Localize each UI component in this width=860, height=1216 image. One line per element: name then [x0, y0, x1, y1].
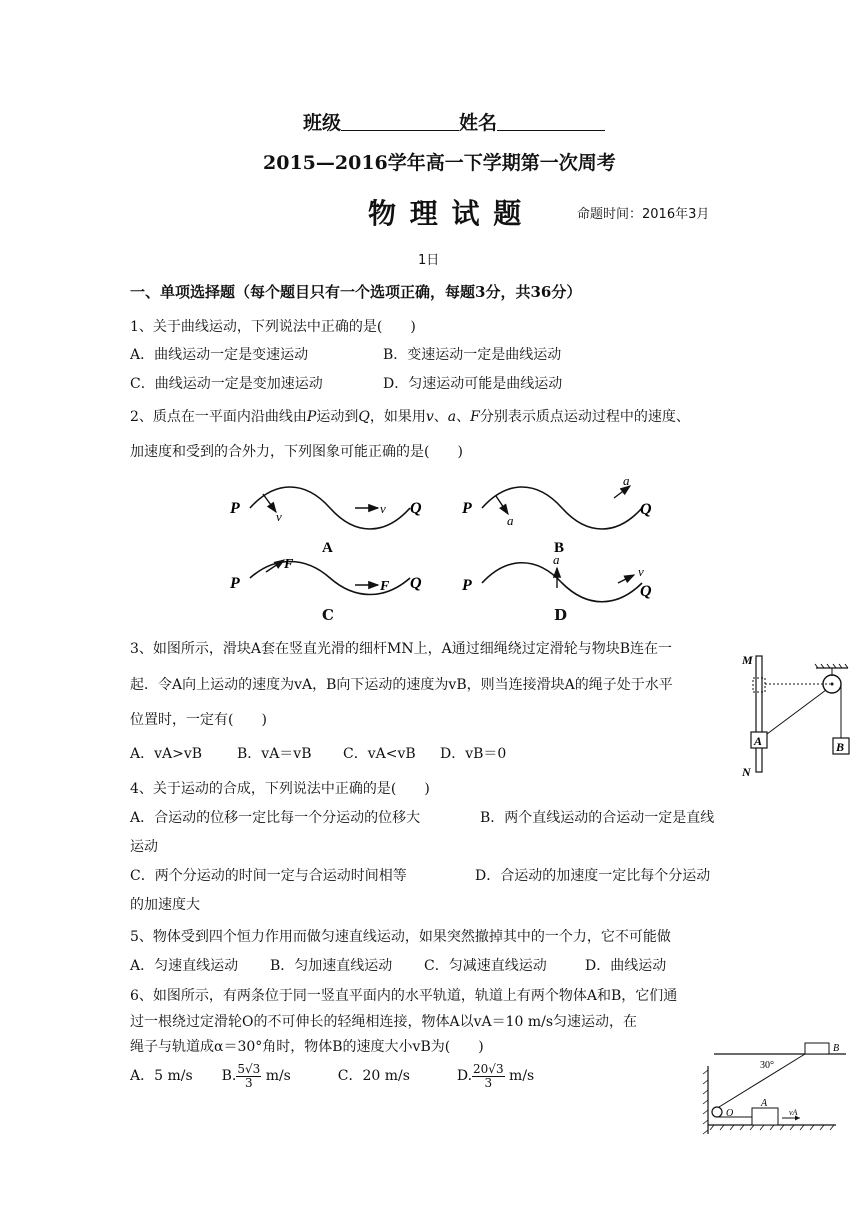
label-a: A [754, 734, 763, 748]
q3-line2: 起．令A向上运动的速度为vA，B向下运动的速度为vB，则当连接滑块A的绳子处于水平 [130, 677, 673, 693]
label-a: a [553, 552, 560, 567]
q6-option-a[interactable]: A．5 m/s [130, 1068, 193, 1084]
fraction-numerator: 5√3 [237, 1061, 261, 1076]
class-blank[interactable] [341, 114, 459, 131]
label-panel-b: B [554, 540, 565, 556]
q4-option-b-cont: 运动 [130, 839, 158, 855]
q3-figure [740, 650, 855, 780]
pulley-o [712, 1107, 722, 1117]
label-n: N [742, 765, 751, 779]
q6-option-d-unit: m/s [509, 1068, 535, 1084]
rope [767, 690, 826, 734]
q6-figure [700, 1036, 850, 1140]
q5-option-b[interactable]: B．匀加速直线运动 [270, 958, 393, 974]
exam-date: 命题时间：2016年3月 [577, 207, 710, 222]
exam-title: 2015—2016学年高一下学期第一次周考 [263, 152, 616, 174]
q2-stem-line1 [130, 408, 690, 426]
label-b: B [836, 740, 845, 754]
rod-mn [756, 656, 762, 772]
q2-text: 分别表示质点运动过程中的速度、 [479, 409, 690, 425]
label-q: Q [640, 583, 652, 600]
label-m: M [742, 653, 753, 667]
label-a: A [761, 1098, 768, 1109]
label-panel-c: C [322, 606, 334, 624]
class-name-line [303, 108, 605, 135]
q6-line1: 6、如图所示，有两条位于同一竖直平面内的水平轨道，轨道上有两个物体A和B，它们通 [130, 988, 678, 1004]
subject-title: 物 理 试 题 [368, 197, 524, 230]
q4-stem: 4、关于运动的合成，下列说法中正确的是( ) [130, 781, 430, 797]
q6-line3: 绳子与轨道成α＝30°角时，物体B的速度大小vB为( ) [130, 1039, 484, 1055]
label-p: P [230, 500, 240, 517]
label-q: Q [410, 500, 422, 517]
label-f: F [380, 579, 390, 594]
exam-date-day: 1日 [418, 253, 440, 268]
class-label: 班级 [303, 112, 342, 134]
q4-option-d[interactable]: D．合运动的加速度一定比每个分运动 [475, 868, 711, 884]
q6-line2: 过一根绕过定滑轮O的不可伸长的轻绳相连接，物体A以vA＝10 m/s匀速运动，在 [130, 1014, 638, 1030]
q4-option-c[interactable]: C．两个分运动的时间一定与合运动时间相等 [130, 868, 407, 884]
q2-figure [220, 468, 670, 603]
q4-option-d-cont: 的加速度大 [130, 897, 200, 913]
label-v: v [380, 501, 386, 516]
q6-option-b-unit: m/s [265, 1068, 291, 1084]
q4-option-b[interactable]: B．两个直线运动的合运动一定是直线 [480, 810, 715, 826]
section1-heading: 一、单项选择题（每个题目只有一个选项正确，每题3分，共36分） [130, 283, 582, 301]
q3-option-a[interactable]: A．vA>vB [130, 746, 203, 762]
label-a: a [507, 513, 514, 528]
label-o: O [726, 1108, 734, 1119]
label-q: Q [410, 575, 422, 592]
q6-option-d-fraction [472, 1063, 505, 1090]
q2-var-a: a [447, 409, 457, 425]
q4-option-a[interactable]: A．合运动的位移一定比每一个分运动的位移大 [130, 810, 421, 826]
q6-option-b-fraction [236, 1063, 261, 1090]
q3-option-d[interactable]: D．vB＝0 [440, 746, 507, 762]
label-p: P [230, 575, 240, 592]
label-a: a [623, 473, 630, 488]
label-v: v [276, 509, 282, 524]
q1-stem: 1、关于曲线运动，下列说法中正确的是( ) [130, 319, 416, 335]
q2-text: 、 [456, 409, 471, 425]
q6-option-d-prefix: D. [456, 1068, 473, 1084]
label-p: P [462, 577, 472, 594]
q3-line1: 3、如图所示，滑块A套在竖直光滑的细杆MN上，A通过细绳绕过定滑轮与物块B连在一 [130, 641, 672, 657]
q2-text: 2、质点在一平面内沿曲线由 [130, 409, 307, 425]
q6-option-b-prefix: B. [221, 1068, 237, 1084]
q3-line3: 位置时，一定有( ) [130, 712, 267, 728]
q3-option-c[interactable]: C．vA<vB [343, 746, 416, 762]
q2-var-f: F [470, 409, 480, 425]
q1-option-d[interactable]: D．匀速运动可能是曲线运动 [383, 376, 563, 392]
label-va: vA [789, 1108, 798, 1117]
label-p: P [462, 500, 472, 517]
q2-text: 运动到 [316, 409, 359, 425]
q5-option-c[interactable]: C．匀减速直线运动 [424, 958, 547, 974]
q5-option-a[interactable]: A．匀速直线运动 [130, 958, 239, 974]
curve-b [482, 487, 642, 529]
fraction-denominator: 3 [244, 1075, 253, 1090]
q2-var-q: Q [358, 409, 370, 425]
q2-stem-line2: 加速度和受到的合外力，下列图象可能正确的是( ) [130, 444, 463, 460]
label-angle: 30° [760, 1060, 774, 1071]
q5-option-d[interactable]: D．曲线运动 [585, 958, 667, 974]
q1-option-b[interactable]: B．变速运动一定是曲线运动 [383, 347, 562, 363]
q6-option-b[interactable] [221, 1061, 291, 1090]
block-b [805, 1043, 829, 1054]
name-label: 姓名 [459, 112, 498, 134]
label-panel-a: A [322, 540, 333, 556]
label-panel-d: D [554, 606, 568, 624]
q3-option-b[interactable]: B．vA＝vB [237, 746, 312, 762]
curve-a [250, 487, 410, 529]
label-q: Q [640, 501, 652, 518]
arrow-b-a1 [496, 496, 508, 514]
q6-option-d[interactable] [456, 1061, 535, 1090]
label-f: F [284, 557, 294, 572]
arrow-d-v [618, 575, 634, 583]
label-b: B [833, 1043, 840, 1054]
slider-dashed [753, 678, 765, 692]
fraction-numerator: 20√3 [473, 1061, 504, 1076]
q2-var-p: P [306, 409, 317, 425]
name-blank[interactable] [497, 114, 605, 131]
label-v: v [638, 564, 644, 579]
block-a [752, 1108, 778, 1125]
q2-text: 、 [433, 409, 448, 425]
q2-text: ，如果用 [369, 409, 426, 425]
q5-stem: 5、物体受到四个恒力作用而做匀速直线运动，如果突然撤掉其中的一个力，它不可能做 [130, 929, 671, 945]
q2-var-v: v [425, 409, 434, 425]
q6-options [130, 1058, 534, 1094]
q1-option-a[interactable]: A．曲线运动一定是变速运动 [130, 347, 309, 363]
q1-option-c[interactable]: C．曲线运动一定是变加速运动 [130, 376, 323, 392]
arrow-a-v1 [263, 494, 276, 512]
q6-option-c[interactable]: C．20 m/s [337, 1068, 410, 1084]
fraction-denominator: 3 [484, 1075, 493, 1090]
